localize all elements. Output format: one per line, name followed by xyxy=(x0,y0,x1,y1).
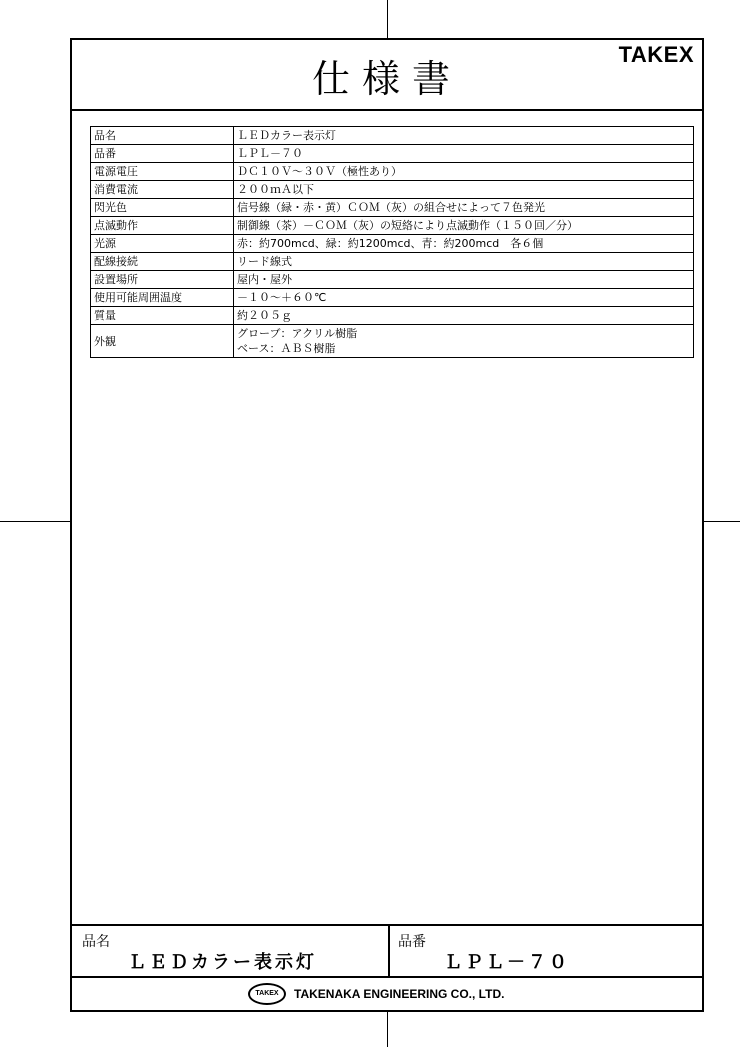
spec-value xyxy=(234,199,694,217)
spec-label: 品番 xyxy=(91,145,234,163)
spec-value xyxy=(234,145,694,163)
spec-value-line: グローブ：アクリル樹脂 xyxy=(237,327,358,340)
spec-row xyxy=(91,325,694,358)
document-frame xyxy=(70,38,704,1012)
spec-value-line: 信号線（緑・赤・黄）ＣＯＭ（灰）の組合せによって７色発光 xyxy=(237,201,545,214)
crop-mark-right xyxy=(704,521,740,522)
spec-value-line: 屋内・屋外 xyxy=(237,273,292,286)
spec-row xyxy=(91,289,694,307)
spec-label: 閃光色 xyxy=(91,199,234,217)
spec-row xyxy=(91,145,694,163)
spec-label: 点滅動作 xyxy=(91,217,234,235)
spec-label: 使用可能周囲温度 xyxy=(91,289,234,307)
spec-value xyxy=(234,307,694,325)
spec-row xyxy=(91,181,694,199)
spec-label: 消費電流 xyxy=(91,181,234,199)
spec-value xyxy=(234,217,694,235)
crop-mark-bottom xyxy=(387,1012,388,1047)
spec-value-line: 約２０５ｇ xyxy=(237,309,292,322)
spec-value xyxy=(234,325,694,358)
spec-row xyxy=(91,217,694,235)
spec-label: 配線接続 xyxy=(91,253,234,271)
product-info-bar xyxy=(72,924,702,978)
spec-row xyxy=(91,271,694,289)
spec-label: 外観 xyxy=(91,325,234,358)
product-name-value: ＬＥＤカラー表示灯 xyxy=(128,952,317,973)
spec-value-line: ＬＥＤカラー表示灯 xyxy=(237,129,336,142)
spec-value-line: ＤＣ１０Ｖ～３０Ｖ（極性あり） xyxy=(237,165,402,178)
spec-value-line: ２００ｍＡ以下 xyxy=(237,183,314,196)
product-name-label: 品名 xyxy=(82,934,110,950)
spec-row xyxy=(91,253,694,271)
spec-value xyxy=(234,181,694,199)
title-row xyxy=(72,40,702,111)
spec-value xyxy=(234,163,694,181)
company-name: TAKENAKA ENGINEERING CO., LTD. xyxy=(294,987,505,1001)
product-number-label: 品番 xyxy=(398,934,426,950)
document-title: 仕様書 xyxy=(311,57,462,101)
spec-label: 質量 xyxy=(91,307,234,325)
spec-row xyxy=(91,307,694,325)
crop-mark-top xyxy=(387,0,388,38)
footer xyxy=(72,978,702,1012)
spec-value-line: 赤：約700mcd、緑：約1200mcd、青：約200mcd 各６個 xyxy=(237,237,544,250)
spec-row xyxy=(91,163,694,181)
company-logo-icon: TAKEX xyxy=(248,983,286,1005)
spec-value-line: リード線式 xyxy=(237,255,292,268)
spec-value xyxy=(234,235,694,253)
spec-value xyxy=(234,253,694,271)
product-number-value: ＬＰＬ－７０ xyxy=(444,952,570,973)
spec-value-line: －１０～＋６０℃ xyxy=(237,291,327,304)
spec-label: 光源 xyxy=(91,235,234,253)
spec-row xyxy=(91,127,694,145)
spec-label: 設置場所 xyxy=(91,271,234,289)
spec-row xyxy=(91,235,694,253)
spec-value-line: ＬＰＬ－７０ xyxy=(237,147,303,160)
product-info-divider xyxy=(388,926,390,976)
brand-logo: TAKEX xyxy=(618,42,694,67)
spec-row xyxy=(91,199,694,217)
spec-label: 電源電圧 xyxy=(91,163,234,181)
spec-table xyxy=(90,126,694,358)
spec-label: 品名 xyxy=(91,127,234,145)
spec-value-line: 制御線（茶）－ＣＯＭ（灰）の短絡により点滅動作（１５０回／分） xyxy=(237,219,578,232)
spec-value xyxy=(234,289,694,307)
crop-mark-left xyxy=(0,521,70,522)
spec-value-line: ベース：ＡＢＳ樹脂 xyxy=(237,342,336,355)
spec-value xyxy=(234,127,694,145)
spec-value xyxy=(234,271,694,289)
